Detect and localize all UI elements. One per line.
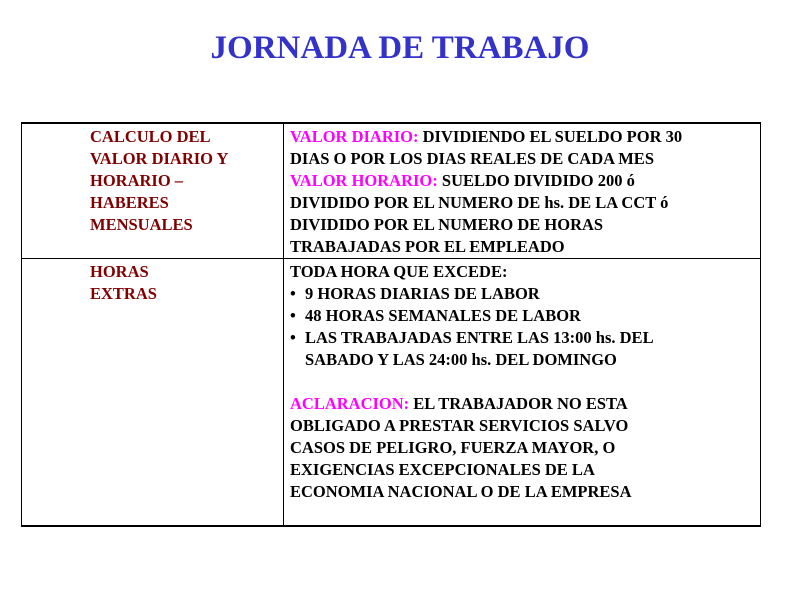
valor-horario-text-2: DIVIDIDO POR EL NUMERO DE hs. DE LA CCT ó xyxy=(290,193,669,212)
aclaracion-text-5: ECONOMIA NACIONAL O DE LA EMPRESA xyxy=(290,482,632,501)
list-item-text: LAS TRABAJADAS ENTRE LAS 13:00 hs. DEL xyxy=(305,328,654,347)
row-heading-line: HABERES xyxy=(90,193,169,212)
list-item xyxy=(290,327,756,371)
valor-diario-line xyxy=(290,126,756,148)
aclaracion-text: EL TRABAJADOR NO ESTA xyxy=(409,394,628,413)
row-heading-line: VALOR DIARIO Y xyxy=(90,149,229,168)
page-title: JORNADA DE TRABAJO xyxy=(210,30,590,66)
list-item xyxy=(290,305,756,327)
list-item-text: 9 HORAS DIARIAS DE LABOR xyxy=(305,284,540,303)
row-heading-line: HORARIO – xyxy=(90,171,184,190)
work-hours-table xyxy=(21,122,761,527)
bullet-icon: • xyxy=(290,328,296,347)
row-heading-line: CALCULO DEL xyxy=(90,127,211,146)
valor-horario-text-4: TRABAJADAS POR EL EMPLEADO xyxy=(290,237,565,256)
row-heading-line: EXTRAS xyxy=(90,284,157,303)
list-item-text: 48 HORAS SEMANALES DE LABOR xyxy=(305,306,581,325)
bullet-icon: • xyxy=(290,284,296,303)
row-content-valor xyxy=(285,124,760,260)
valor-horario-text: SUELDO DIVIDIDO 200 ó xyxy=(437,171,635,190)
valor-diario-label: VALOR DIARIO: xyxy=(290,127,419,146)
spacer xyxy=(290,371,756,393)
row-content-horas-extras xyxy=(285,259,760,529)
valor-diario-text-2: DIAS O POR LOS DIAS REALES DE CADA MES xyxy=(290,149,654,168)
row-heading-line: MENSUALES xyxy=(90,215,193,234)
row-heading-valor xyxy=(22,124,284,258)
row-heading-line: HORAS xyxy=(90,262,149,281)
valor-horario-line xyxy=(290,170,756,192)
row-heading-horas-extras xyxy=(22,259,284,527)
aclaracion-line xyxy=(290,393,756,415)
table-row-valor xyxy=(22,124,760,259)
overtime-bullet-list xyxy=(290,283,756,371)
overtime-intro: TODA HORA QUE EXCEDE: xyxy=(290,262,508,281)
aclaracion-label: ACLARACION: xyxy=(290,394,410,413)
list-item-text-2: SABADO Y LAS 24:00 hs. DEL DOMINGO xyxy=(305,350,617,369)
valor-diario-text: DIVIDIENDO EL SUELDO POR 30 xyxy=(418,127,683,146)
list-item xyxy=(290,283,756,305)
valor-horario-text-3: DIVIDIDO POR EL NUMERO DE HORAS xyxy=(290,215,604,234)
bullet-icon: • xyxy=(290,306,296,325)
aclaracion-text-2: OBLIGADO A PRESTAR SERVICIOS SALVO xyxy=(290,416,629,435)
table-row-horas-extras xyxy=(22,259,760,527)
valor-horario-label: VALOR HORARIO: xyxy=(290,171,438,190)
aclaracion-text-4: EXIGENCIAS EXCEPCIONALES DE LA xyxy=(290,460,595,479)
aclaracion-text-3: CASOS DE PELIGRO, FUERZA MAYOR, O xyxy=(290,438,616,457)
